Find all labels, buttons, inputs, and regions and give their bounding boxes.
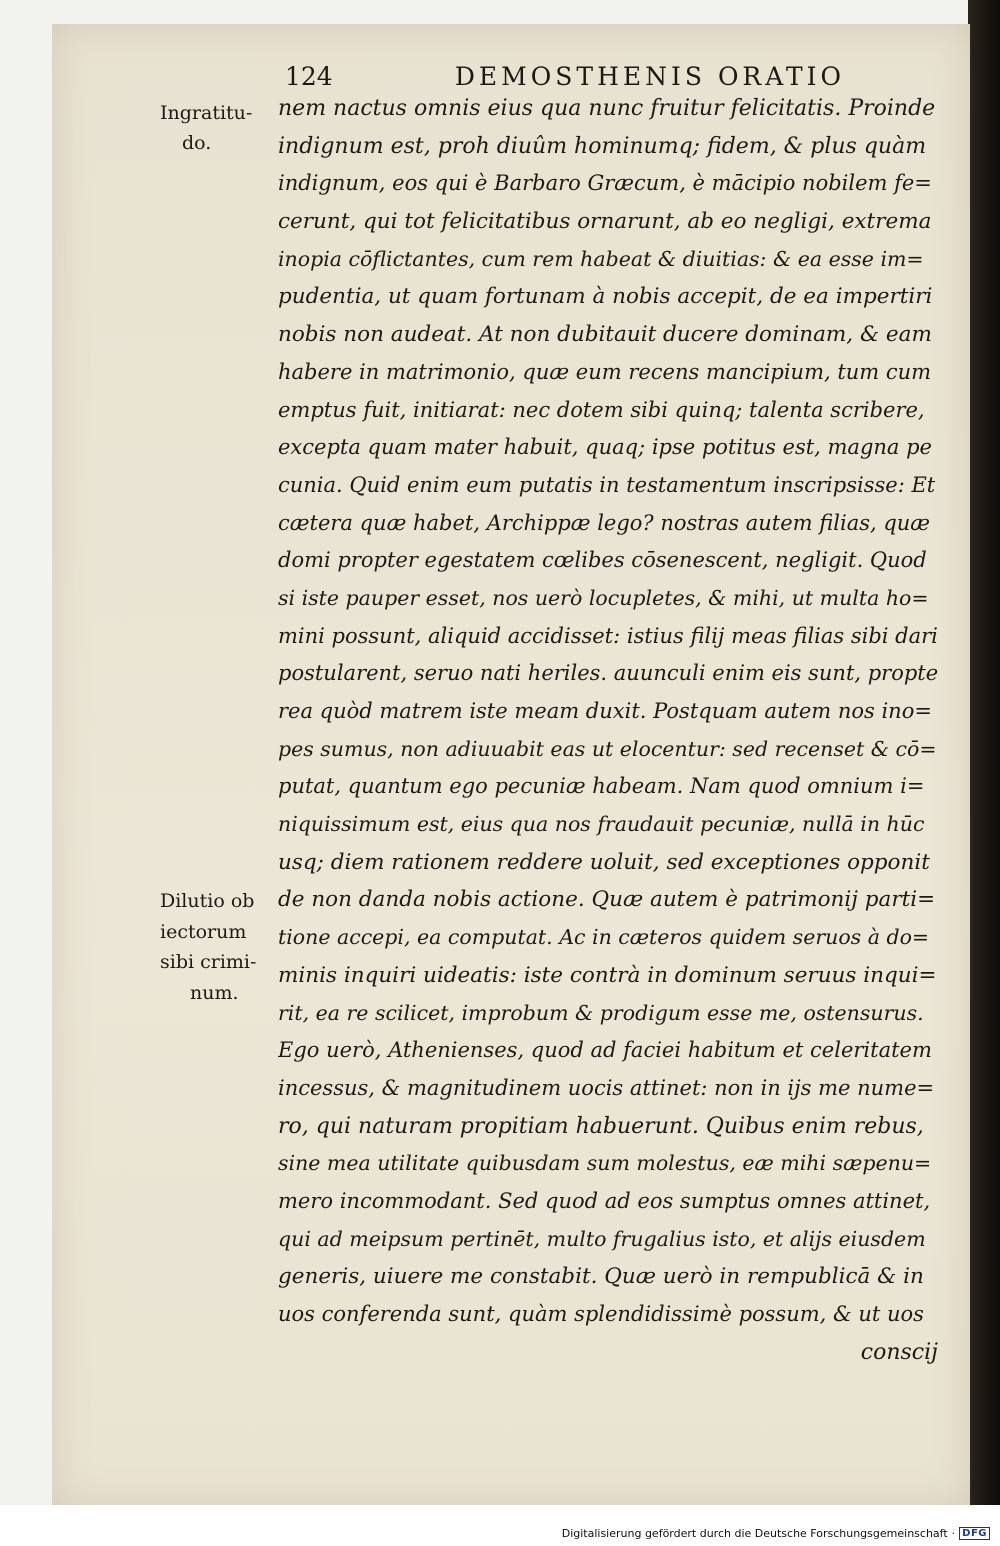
digitization-credit: Digitalisierung gefördert durch die Deutsche Forschungsgemeinschaft · DFG [562, 1527, 990, 1540]
text-line: nobis non audeat. At non dubitauit ducere dominam, & eam [278, 322, 932, 348]
text-line: minis inquiri uideatis: iste contrà in dominum seruus inqui= [278, 962, 937, 988]
text-line: cerunt, qui tot felicitatibus ornarunt, ab eo negligi, extrema [278, 209, 932, 235]
text-line: indignum est, proh diuûm hominumq; fidem, & plus quàm [278, 133, 927, 159]
text-line: pudentia, ut quam fortunam à nobis accepit, de ea impertiri [278, 284, 933, 310]
book-spine-shadow [968, 0, 1000, 1546]
text-line: nem nactus omnis eius qua nunc fruitur felicitatis. Proinde [278, 96, 936, 121]
text-line: emptus fuit, initiarat: nec dotem sibi quinq; talenta scribere, [278, 397, 925, 422]
margin-note-line: iectorum [160, 920, 247, 943]
text-line: mero incommodant. Sed quod ad eos sumptus omnes attinet, [278, 1188, 931, 1213]
running-title: DEMOSTHENIS ORATIO [454, 62, 845, 91]
text-line: habere in matrimonio, quæ eum recens mancipium, tum cum [278, 359, 932, 384]
text-line: postularent, seruo nati heriles. auunculi enim eis sunt, propte [278, 661, 938, 686]
margin-note-line: Ingratitu- [160, 102, 253, 124]
margin-note-dilutio [160, 886, 278, 1008]
text-line: tione accepi, ea computat. Ac in cæteros quidem seruos à do= [278, 925, 930, 950]
text-line: cætera quæ habet, Archippæ lego? nostras autem filias, quæ [278, 510, 931, 535]
text-line: rit, ea re scilicet, improbum & prodigum esse me, ostensurus. [278, 1000, 924, 1025]
text-line: excepta quam mater habuit, quaq; ipse potitus est, magna pe [278, 435, 932, 460]
text-line: sine mea utilitate quibusdam sum molestus, eæ mihi sæpenu= [278, 1151, 932, 1176]
text-line: mini possunt, aliquid accidisset: istius filij meas filias sibi dari [278, 623, 938, 648]
text-line: putat, quantum ego pecuniæ habeam. Nam quod omnium i= [278, 774, 925, 799]
text-line: usq; diem rationem reddere uoluit, sed exceptiones opponit [278, 849, 930, 875]
text-line: inopia cōflictantes, cum rem habeat & diuitias: & ea esse im= [278, 246, 924, 271]
dfg-logo: DFG [959, 1527, 990, 1540]
page-number: 124 [285, 62, 333, 91]
text-line: rea quòd matrem iste meam duxit. Postquam autem nos ino= [278, 699, 932, 723]
margin-note-ingratitudo [160, 98, 278, 158]
text-line: qui ad meipsum pertinēt, multo frugalius isto, et alijs eiusdem [278, 1226, 926, 1251]
text-line: incessus, & magnitudinem uocis attinet: non in ijs me nume= [278, 1075, 935, 1100]
margin-note-line: Dilutio ob [160, 890, 255, 912]
credit-text: Digitalisierung gefördert durch die Deutsche Forschungsgemeinschaft [561, 1527, 948, 1540]
text-line: cunia. Quid enim eum putatis in testamentum inscripsisse: Et [278, 472, 936, 497]
margin-note-line: do. [182, 132, 212, 154]
text-line: pes sumus, non adiuuabit eas ut elocentur: sed recenset & cō= [278, 736, 937, 761]
text-line: de non danda nobis actione. Quæ autem è patrimonij parti= [278, 887, 936, 913]
margin-note-line: num. [190, 981, 239, 1004]
text-line: conscij [860, 1339, 938, 1365]
text-line: si iste pauper esset, nos uerò locupletes, & mihi, ut multa ho= [278, 585, 929, 610]
page-header [285, 62, 845, 91]
text-line: Ego uerò, Athenienses, quod ad faciei habitum et celeritatem [278, 1038, 932, 1063]
text-line: uos conferenda sunt, quàm splendidissimè possum, & ut uos [278, 1302, 924, 1326]
text-line: indignum, eos qui è Barbaro Græcum, è mācipio nobilem fe= [278, 171, 932, 196]
text-line: ro, qui naturam propitiam habuerunt. Quibus enim rebus, [278, 1113, 924, 1139]
body-text [278, 90, 938, 1371]
margin-note-line: sibi crimi- [160, 951, 257, 973]
text-line: generis, uiuere me constabit. Quæ uerò in rempublicā & in [278, 1264, 924, 1290]
text-line: niquissimum est, eius qua nos fraudauit pecuniæ, nullā in hūc [278, 812, 925, 837]
text-line: domi propter egestatem cœlibes cōsenescent, negligit. Quod [278, 548, 927, 573]
